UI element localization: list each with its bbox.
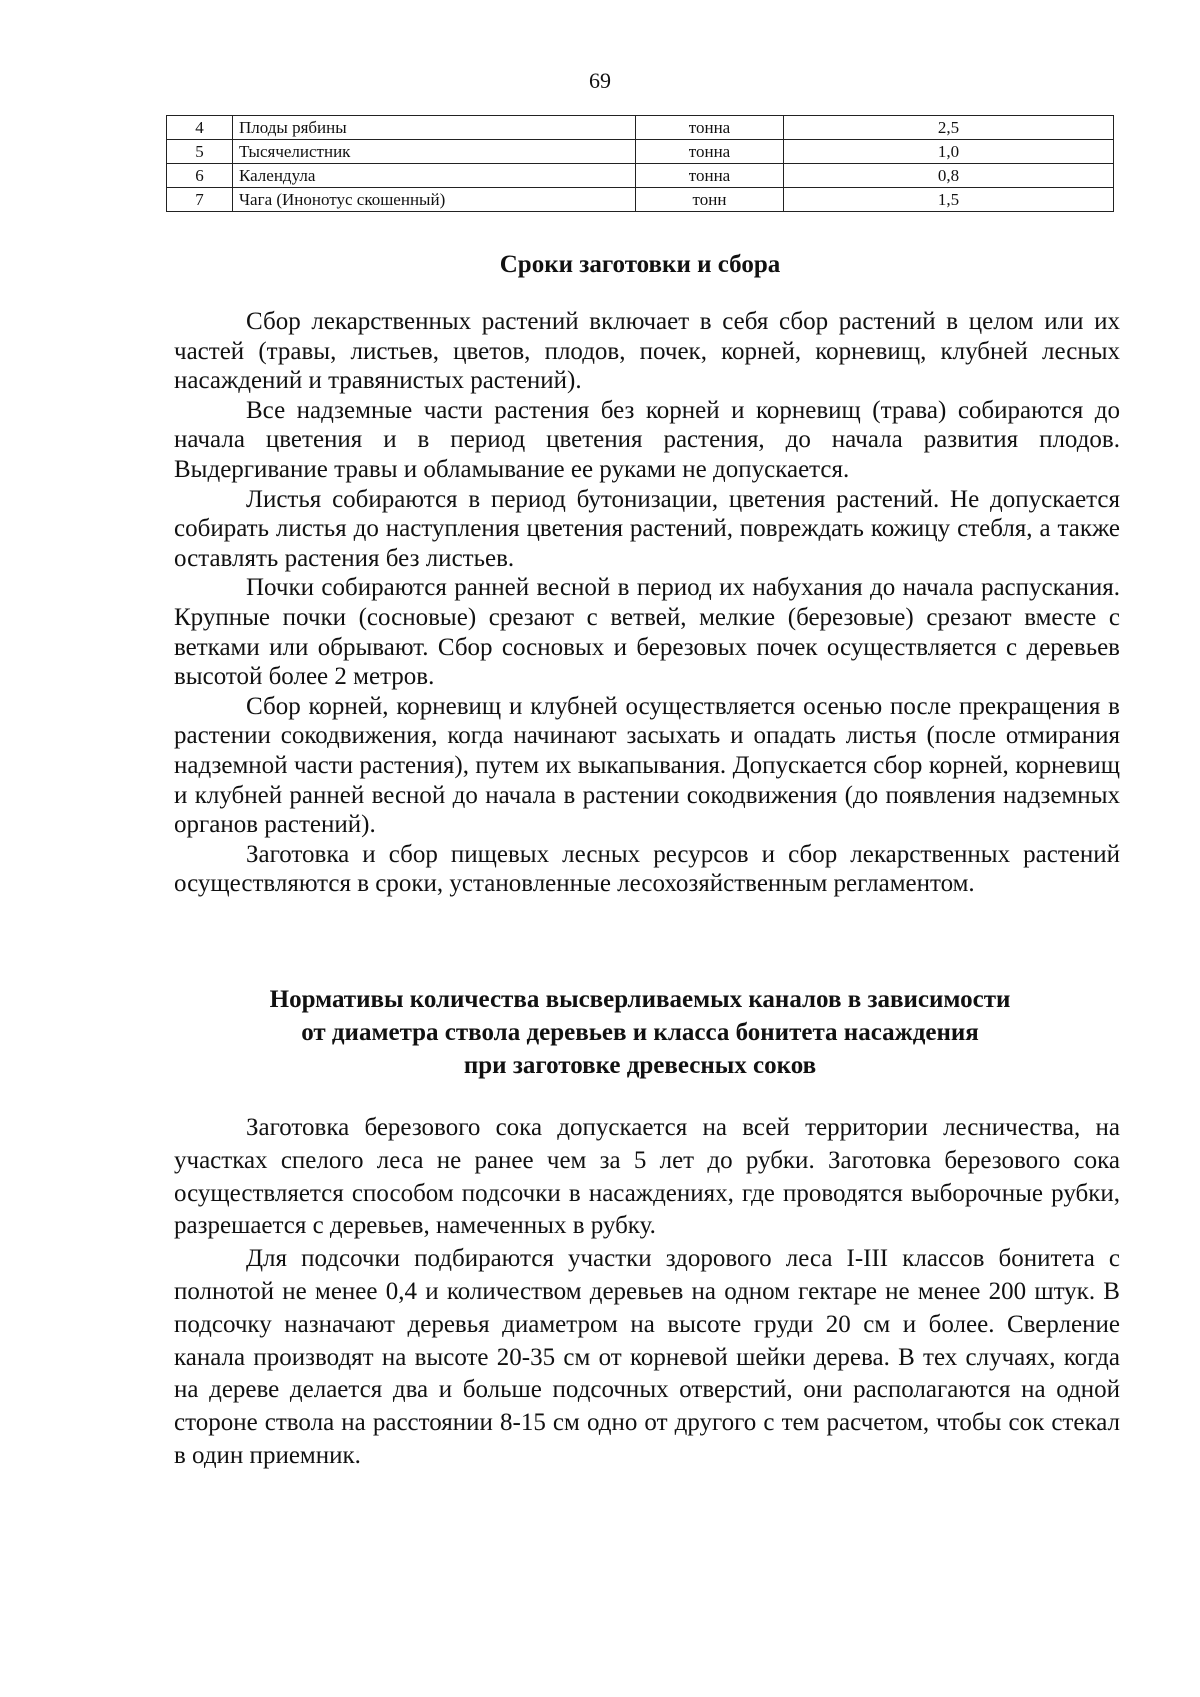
unit: тонна [636, 116, 784, 140]
paragraph: Листья собираются в период бутонизации, цветения растений. Не допускается собирать листья до наступления цветения растений, повреждать кожицу стебля, а также оставлять растения без листьев. [174, 485, 1120, 572]
table-row [167, 116, 1114, 140]
table-row [167, 140, 1114, 164]
paragraph: Заготовка березового сока допускается на всей территории лесничества, на участках спелого леса не ранее чем за 5 лет до рубки. Заготовка березового сока осуществляется способом подсочки в насаждениях, где проводятся выборочные рубки, разрешается с деревьев, намеченных в рубку. [174, 1114, 1120, 1240]
section-title: Сроки заготовки и сбора [499, 251, 781, 278]
paragraph: Сбор лекарственных растений включает в себя сбор растений в целом или их частей (травы, листьев, цветов, плодов, почек, корней, корневищ, клубней лесных насаждений и травянистых растений). [174, 308, 1120, 395]
unit: тонна [636, 140, 784, 164]
row-number: 6 [167, 164, 233, 188]
amount: 2,5 [784, 116, 1114, 140]
section-title-line: при заготовке древесных соков [463, 1052, 817, 1079]
paragraph: Для подсочки подбираются участки здорового леса I-III классов бонитета с полнотой не менее 0,4 и количеством деревьев на одном гектаре не менее 200 штук. В подсочку назначают деревья диаметром на высоте груди 20 см и более. Сверление канала производят на высоте 20-35 см от корневой шейки дерева. В тех случаях, когда на дереве делается два и больше подсочных отверстий, они располагаются на одной стороне ствола на расстоянии 8-15 см одно от другого с тем расчетом, чтобы сок стекал в один приемник. [174, 1245, 1120, 1469]
row-number: 5 [167, 140, 233, 164]
section-title-line: от диаметра ствола деревьев и класса бонитета насаждения [301, 1019, 979, 1046]
table-row [167, 164, 1114, 188]
row-number: 7 [167, 188, 233, 212]
unit: тонн [636, 188, 784, 212]
product-name: Плоды рябины [233, 116, 636, 140]
amount: 1,0 [784, 140, 1114, 164]
section-title [166, 983, 1114, 1082]
row-number: 4 [167, 116, 233, 140]
paragraph: Заготовка и сбор пищевых лесных ресурсов и сбор лекарственных растений осуществляются в сроки, установленные лесохозяйственным регламентом. [174, 840, 1120, 898]
paragraph: Почки собираются ранней весной в период их набухания до начала распускания. Крупные почки (сосновые) срезают с ветвей, мелкие (березовые) срезают вместе с ветками или обрывают. Сбор сосновых и березовых почек осуществляется с деревьев высотой более 2 метров. [174, 574, 1120, 691]
products-table [166, 115, 1114, 212]
page-number: 69 [589, 68, 611, 93]
amount: 0,8 [784, 164, 1114, 188]
unit: тонна [636, 164, 784, 188]
table-row [167, 188, 1114, 212]
section-body [174, 1112, 1120, 1473]
paragraph: Сбор корней, корневищ и клубней осуществляется осенью после прекращения в растении сокодвижения, когда начинают засыхать и опадать листья (после отмирания надземной части растения), путем их выкапывания. Допускается сбор корней, корневищ и клубней ранней весной до начала в растении сокодвижения (до появления надземных органов растений). [174, 692, 1120, 839]
product-name: Чага (Инонотус скошенный) [233, 188, 636, 212]
section-body [174, 307, 1120, 899]
paragraph: Все надземные части растения без корней и корневищ (трава) собираются до начала цветения и в период цветения растения, до начала развития плодов. Выдергивание травы и обламывание ее руками не допускается. [174, 396, 1120, 483]
amount: 1,5 [784, 188, 1114, 212]
product-name: Тысячелистник [233, 140, 636, 164]
product-name: Календула [233, 164, 636, 188]
section-title-line: Нормативы количества высверливаемых каналов в зависимости [269, 986, 1011, 1013]
